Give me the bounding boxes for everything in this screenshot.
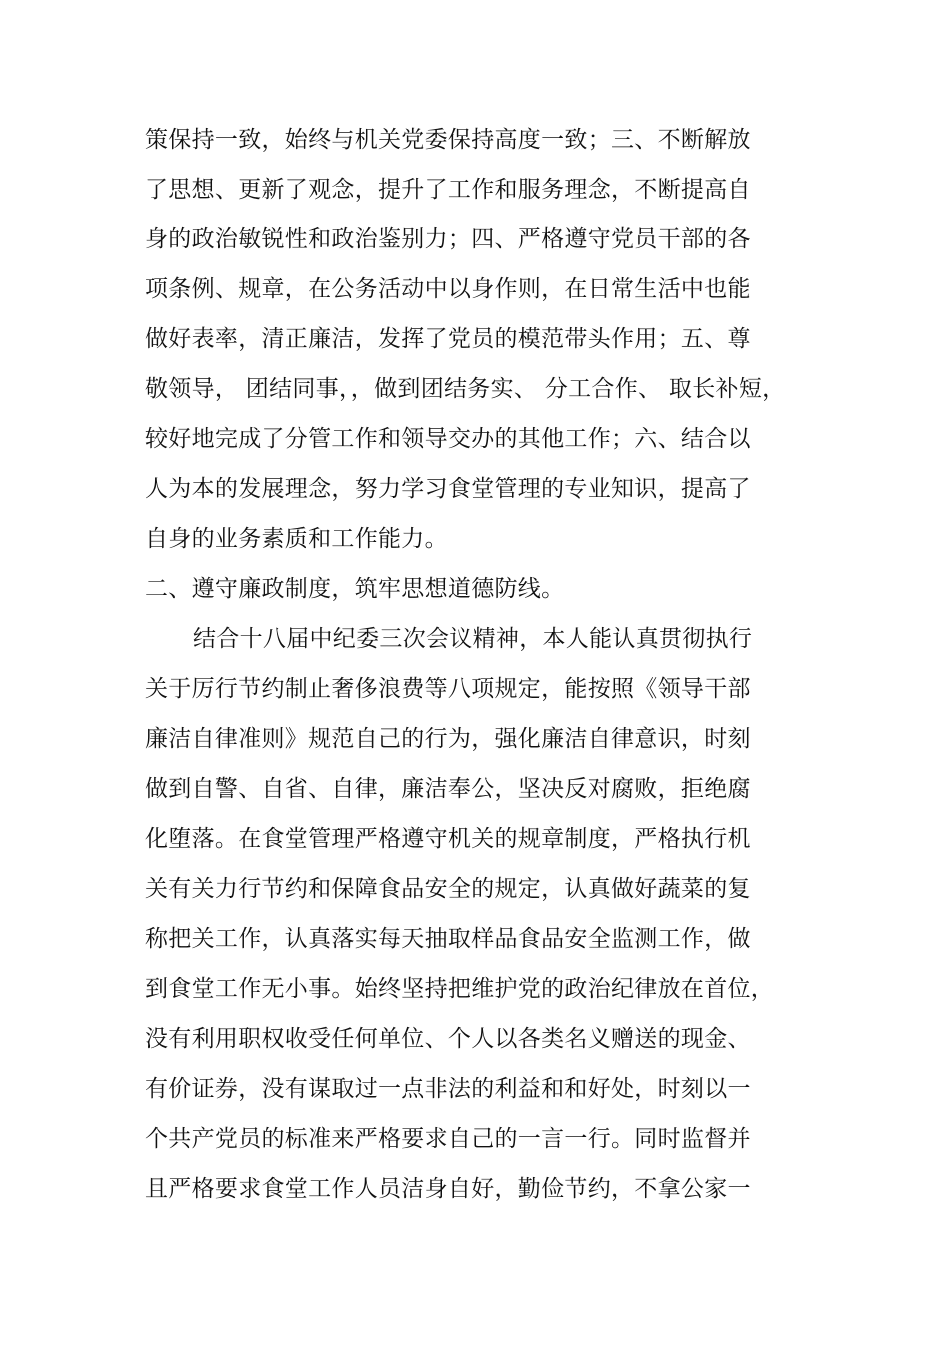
text-line-3: 身的政治敏锐性和政治鉴别力；四、严格遵守党员干部的各 (145, 226, 751, 252)
text-line-13: 廉洁自律准则》规范自己的行为，强化廉洁自律意识，时刻 (145, 726, 751, 752)
text-line-4: 项条例、规章，在公务活动中以身作则，在日常生活中也能 (145, 276, 751, 302)
text-line-9: 自身的业务素质和工作能力。 (145, 526, 448, 552)
text-line-17: 称把关工作，认真落实每天抽取样品食品安全监测工作，做 (145, 926, 751, 952)
paragraph-first-line: 结合十八届中纪委三次会议精神，本人能认真贯彻执行 (193, 626, 753, 652)
text-line-2: 了思想、更新了观念，提升了工作和服务理念，不断提高自 (145, 177, 751, 203)
text-line-6: 敬领导， 团结同事，，做到团结务实、 分工合作、 取长补短， (145, 376, 786, 402)
text-line-22: 且严格要求食堂工作人员洁身自好，勤俭节约，不拿公家一 (145, 1176, 751, 1202)
text-line-7: 较好地完成了分管工作和领导交办的其他工作；六、结合以 (145, 426, 751, 452)
text-line-16: 关有关力行节约和保障食品安全的规定，认真做好蔬菜的复 (145, 876, 751, 902)
text-line-20: 有价证券，没有谋取过一点非法的利益和和好处，时刻以一 (145, 1076, 751, 1102)
section-heading: 二、遵守廉政制度，筑牢思想道德防线。 (145, 576, 565, 602)
text-line-14: 做到自警、自省、自律，廉洁奉公，坚决反对腐败，拒绝腐 (145, 776, 751, 802)
text-line-12: 关于厉行节约制止奢侈浪费等八项规定，能按照《领导干部 (145, 676, 751, 702)
text-line-1: 策保持一致，始终与机关党委保持高度一致；三、不断解放 (145, 127, 751, 153)
text-line-19: 没有利用职权收受任何单位、个人以各类名义赠送的现金、 (145, 1026, 751, 1052)
text-line-5: 做好表率，清正廉洁，发挥了党员的模范带头作用；五、尊 (145, 326, 751, 352)
text-line-15: 化堕落。在食堂管理严格遵守机关的规章制度，严格执行机 (145, 826, 751, 852)
text-line-8: 人为本的发展理念，努力学习食堂管理的专业知识，提高了 (145, 476, 751, 502)
text-line-18: 到食堂工作无小事。始终坚持把维护党的政治纪律放在首位， (145, 976, 775, 1002)
text-line-21: 个共产党员的标准来严格要求自己的一言一行。同时监督并 (145, 1126, 751, 1152)
